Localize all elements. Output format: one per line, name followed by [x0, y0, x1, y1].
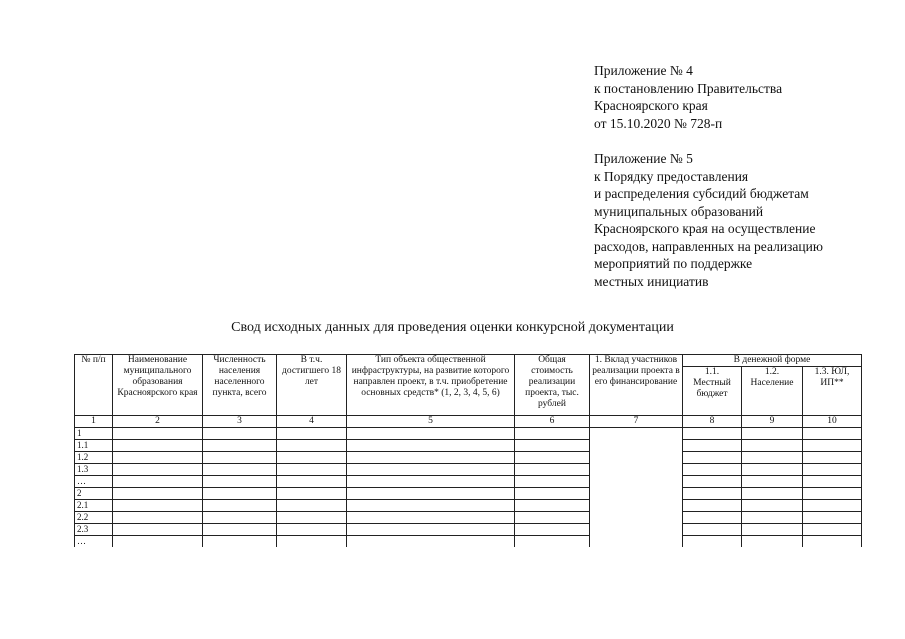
table-cell: [277, 464, 347, 476]
appendix-5-line: расходов, направленных на реализацию: [594, 238, 823, 254]
table-cell: [203, 512, 277, 524]
table-cell: [515, 476, 590, 488]
appendix-4-line: Красноярского края: [594, 98, 708, 113]
table-cell: [803, 488, 862, 500]
header-local-budget: 1.1. Местный бюджет: [683, 367, 742, 416]
column-number: 6: [515, 416, 590, 428]
table-cell: [683, 476, 742, 488]
table-cell: [113, 488, 203, 500]
table-cell: [742, 476, 803, 488]
table-cell: [203, 500, 277, 512]
table-cell: [113, 464, 203, 476]
column-number: 7: [590, 416, 683, 428]
table-row: [75, 524, 862, 536]
table-cell: [203, 476, 277, 488]
table-cell: [683, 512, 742, 524]
table-cell: [347, 440, 515, 452]
table-cell: [203, 464, 277, 476]
table-row: [75, 440, 862, 452]
table-cell: [203, 524, 277, 536]
appendix-5-line: Приложение № 5: [594, 151, 693, 166]
appendix-5-line: Красноярского края на осуществление: [594, 221, 816, 236]
appendix-5-block: [594, 150, 823, 290]
header-population-total: Численность населения населенного пункта, всего: [203, 355, 277, 416]
table-cell: [347, 428, 515, 440]
table-row: [75, 452, 862, 464]
header-population-contribution: 1.2. Население: [742, 367, 803, 416]
column-number: 2: [113, 416, 203, 428]
header-money-group: В денежной форме: [683, 355, 862, 367]
table-cell: [803, 452, 862, 464]
table-cell: [742, 536, 803, 548]
column-number: 10: [803, 416, 862, 428]
table-cell: [803, 440, 862, 452]
table-cell: [347, 452, 515, 464]
table-cell: [203, 536, 277, 548]
header-contribution: 1. Вклад участников реализации проекта в его финансирование: [590, 355, 683, 416]
row-number: …: [75, 536, 113, 548]
table-cell: [203, 452, 277, 464]
column-number: 9: [742, 416, 803, 428]
header-number: № п/п: [75, 355, 113, 416]
table-cell: [347, 536, 515, 548]
appendix-4-line: от 15.10.2020 № 728-п: [594, 115, 723, 131]
table-cell: [515, 500, 590, 512]
table-cell: [515, 512, 590, 524]
row-number: 2: [75, 488, 113, 500]
table-cell: [277, 500, 347, 512]
table-cell: [113, 524, 203, 536]
appendix-5-line: местных инициатив: [594, 273, 709, 289]
appendix-5-line: мероприятий по поддержке: [594, 256, 753, 271]
table-cell: [803, 524, 862, 536]
table-cell: [803, 428, 862, 440]
table-cell: [113, 476, 203, 488]
table-cell: [515, 452, 590, 464]
header-legal-entities: 1.3. ЮЛ, ИП**: [803, 367, 862, 416]
table-row: [75, 500, 862, 512]
table-cell: [515, 464, 590, 476]
row-number: 1.3: [75, 464, 113, 476]
table-cell: [683, 488, 742, 500]
table-cell: [113, 500, 203, 512]
contribution-merged-cell: [590, 428, 683, 548]
table-cell: [683, 428, 742, 440]
table-cell: [113, 512, 203, 524]
table-cell: [515, 488, 590, 500]
table-cell: [803, 512, 862, 524]
row-number: 1.2: [75, 452, 113, 464]
appendix-4-block: [594, 62, 782, 132]
row-number: 1.1: [75, 440, 113, 452]
header-total-cost: Общая стоимость реализации проекта, тыс. рублей: [515, 355, 590, 416]
appendix-5-line: к Порядку предоставления: [594, 168, 749, 184]
table-cell: [203, 488, 277, 500]
table-cell: [742, 464, 803, 476]
table-cell: [113, 440, 203, 452]
table-cell: [683, 440, 742, 452]
row-number: 1: [75, 428, 113, 440]
row-number: 2.3: [75, 524, 113, 536]
table-cell: [113, 452, 203, 464]
appendix-4-line: к постановлению Правительства: [594, 80, 783, 96]
table-row: [75, 476, 862, 488]
document-title: Свод исходных данных для проведения оценки конкурсной документации: [231, 320, 674, 335]
header-object-type: Тип объекта общественной инфраструктуры, на развитие которого направлен проект, в т.ч. приобретение основных средств* (1, 2, 3, 4, 5, 6): [347, 355, 515, 416]
source-data-table: [74, 354, 862, 547]
row-number: …: [75, 476, 113, 488]
table-cell: [347, 524, 515, 536]
table-cell: [683, 500, 742, 512]
table-row: [75, 428, 862, 440]
table-cell: [742, 500, 803, 512]
table-cell: [113, 536, 203, 548]
table-cell: [683, 464, 742, 476]
table-row: [75, 488, 862, 500]
table-cell: [347, 500, 515, 512]
table-cell: [203, 440, 277, 452]
table-cell: [203, 428, 277, 440]
table-cell: [347, 464, 515, 476]
table-cell: [277, 440, 347, 452]
column-number: 8: [683, 416, 742, 428]
table-cell: [803, 500, 862, 512]
table-cell: [515, 440, 590, 452]
table-cell: [683, 452, 742, 464]
table-cell: [347, 476, 515, 488]
table-cell: [347, 512, 515, 524]
table-cell: [277, 512, 347, 524]
table-row: [75, 536, 862, 548]
row-number: 2.2: [75, 512, 113, 524]
table-cell: [742, 524, 803, 536]
table-cell: [742, 512, 803, 524]
appendix-5-line: муниципальных образований: [594, 203, 764, 219]
column-numbers-row: [75, 416, 862, 428]
table-cell: [742, 488, 803, 500]
table-cell: [742, 440, 803, 452]
table-cell: [277, 428, 347, 440]
column-number: 3: [203, 416, 277, 428]
table-cell: [803, 464, 862, 476]
appendix-5-line: и распределения субсидий бюджетам: [594, 186, 809, 201]
table-cell: [515, 428, 590, 440]
table-cell: [742, 428, 803, 440]
table-cell: [277, 524, 347, 536]
row-number: 2.1: [75, 500, 113, 512]
table-cell: [347, 488, 515, 500]
table-cell: [277, 536, 347, 548]
table-cell: [683, 524, 742, 536]
table-row: [75, 464, 862, 476]
appendix-4-line: Приложение № 4: [594, 63, 693, 78]
table-cell: [277, 452, 347, 464]
table-cell: [113, 428, 203, 440]
column-number: 1: [75, 416, 113, 428]
table-row: [75, 512, 862, 524]
table-cell: [742, 452, 803, 464]
header-population-adult: В т.ч. достигшего 18 лет: [277, 355, 347, 416]
table-cell: [277, 488, 347, 500]
table-cell: [277, 476, 347, 488]
table-cell: [683, 536, 742, 548]
column-number: 4: [277, 416, 347, 428]
column-number: 5: [347, 416, 515, 428]
table-cell: [515, 524, 590, 536]
table-cell: [803, 536, 862, 548]
table-cell: [515, 536, 590, 548]
table-cell: [803, 476, 862, 488]
header-municipality: Наименование муниципального образования Красноярского края: [113, 355, 203, 416]
